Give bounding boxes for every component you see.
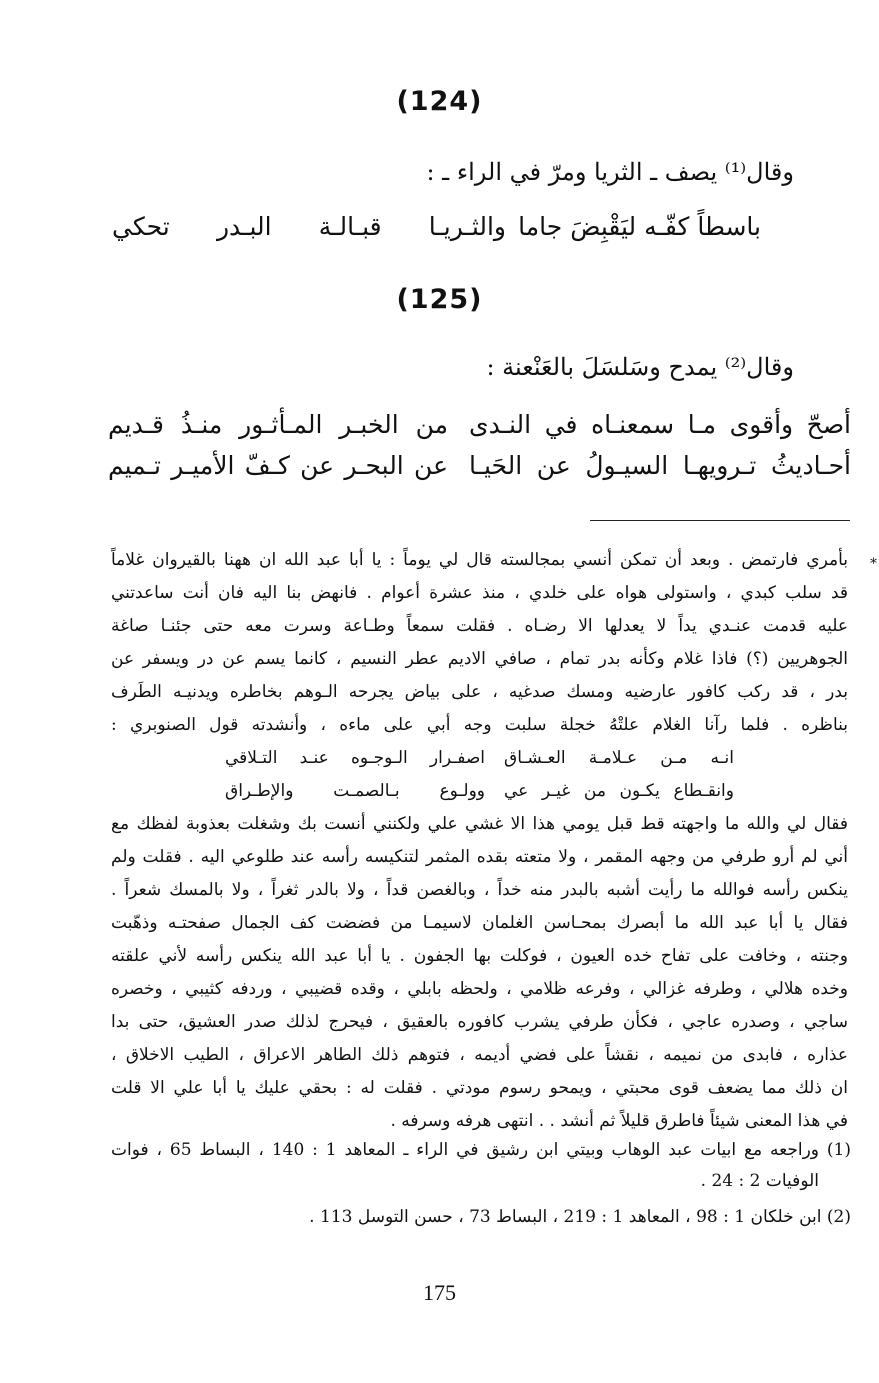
commentary-line: ينكس رأسه فوالله ما رأيت أشبه بالبدر منه خداً ، وبالغصن قداً ، ولا بالدر ثغراً ، ولا بالمسك شعراً .: [111, 880, 848, 900]
poem-number-124: (124): [396, 86, 483, 117]
commentary-line: عذاره ، فابدى من نميمه ، نقشاً على فضي أديمه ، فتوهم ذلك الطاهر الاعراق ، الطيب الاخلاق ،: [111, 1045, 848, 1065]
commentary-line: أني لم أرو طرفي من وجهه المقمر ، ولا متعته بقده المثمر لتنكيسه رأسه عند طلوعي اليه . فقلت ولم: [111, 847, 848, 867]
commentary-line: بدر ، قد ركب كافور عارضيه ومسك صدغيه ، على بياض يجرحه الـوهم بخاطره ويدنيـه الطَرف: [111, 682, 848, 702]
commentary-line: وخده هلالي ، وطرفه غزالي ، وفرعه ظلامي ، ولحظه بابلي ، وقده قضيبي ، وردفه كثيبي ، وخصره: [111, 979, 848, 999]
commentary-line: بأمري فارتمض . وبعد أن تمكن أنسي بمجالسته قال لي يوماً : يا أبا عبد الله ان ههنا بالقيروان غلاماً: [111, 550, 848, 570]
commentary-line: قد سلب كبدي ، واستولى هواه على خلدي ، منذ عشرة أعوام . فانهض بنا اليه فان أنت ساعدتني: [111, 583, 848, 603]
commentary-line: ان ذلك مما يضعف قوى محبتي ، ويمحو رسوم مودتي . فقلت له : بحقي عليك يا أبا علي الا قلت: [111, 1078, 848, 1098]
commentary-line: الجوهريين (؟) فاذا غلام وكأنه بدر تمام ، صافي الاديم عطر النسيم ، كانما يسم عن در ويسفر عن: [111, 649, 848, 669]
commentary-line: فقال يا أبا عبد الله ما أبصرك بمحـاسن الغلمان لاسيمـا من فضضت كف الجمال صفحتـه وذهّبت: [111, 913, 848, 933]
poem-124-second-hemistich: باسطاً كفّـه ليَقْبِضَ جاما: [518, 212, 761, 241]
footnote-separator: [590, 520, 850, 521]
poem-125-verse-1-second: من الخبـر المـأثـور منـذُ قـديم: [108, 410, 448, 439]
commentary-line: بناظره . فلما رآنا الغلام علتْهُ خجلة سلبت وجه أبي على ماءه ، وأنشدته قول الصنوبري :: [111, 715, 848, 735]
poem-number-125: (125): [396, 284, 483, 315]
commentary-line: في هذا المعنى شيئاً فاطرق قليلاً ثم أنشد . . انتهى هرفه وسرفه .: [390, 1111, 848, 1131]
footnote-1-line-1: (1) وراجعه مع ابيات عبد الوهاب وبيتي ابن رشيق في الراء ـ المعاهد 1 : 140 ، البساط 65 ، فوات: [111, 1140, 851, 1160]
commentary-line: عليه قدمت عنـدي يداً لا يعدلها الا رضـاه . فقلت سمعاً وطـاعة وسرت معه حتى جئنـا صاغة: [111, 616, 848, 636]
commentary-line: وجنته ، وخافت على تفاح خده العيون ، فوكلت بها الجفون . يا أبا عبد الله ينكس رأسه لأني علقته: [111, 946, 848, 966]
commentary-line: ساجي ، وصدره عاجي ، فكأن طرفي يشرب كافوره بالعقيق ، فيحرج لذلك صدر العشيق، حتى بدا: [111, 1012, 848, 1032]
poem-124-first-hemistich: والثـريـا قبـالـة البـدر تحكي: [112, 212, 506, 241]
poem-125-verse-2-first: أحـاديثُ تـرويهـا السيـولُ عن الحَيـا: [469, 451, 851, 480]
inner-verse-2-second: وولـوع بـالصمـت والإطـراق: [225, 781, 485, 801]
footnote-1-line-2: الوفيات 2 : 24 .: [700, 1171, 819, 1191]
inner-verse-2-first: وانقـطاع يكـون من غيـر عي: [504, 781, 734, 801]
poem-124-intro: وقال⁽¹⁾ يصف ـ الثريا ومرّ في الراء ـ :: [426, 158, 794, 186]
inner-verse-1-second: اصفـرار الـوجـوه عنـد التـلاقي: [225, 748, 485, 768]
commentary-line: فقال لي والله ما واجهته قط قبل يومي هذا الا غشي علي ولكنني أنست بك وشغلت بعذوبة لفظك مع: [111, 814, 848, 834]
poem-125-verse-1-first: أصحّ وأقوى مـا سمعنـاه في النـدى: [469, 410, 851, 439]
poem-125-verse-2-second: عن البحـر عن كـفّ الأميـر تـميم: [108, 451, 448, 480]
footnote-2: (2) ابن خلكان 1 : 98 ، المعاهد 1 : 219 ، البساط 73 ، حسن التوسل 113 .: [309, 1207, 851, 1227]
poem-125-intro: وقال⁽²⁾ يمدح وسَلسَلَ بالعَنْعنة :: [486, 353, 794, 381]
inner-verse-1-first: انـه مـن عـلامـة العـشـاق: [504, 748, 734, 768]
page-number: 175: [423, 1280, 456, 1305]
margin-mark: *: [870, 556, 877, 572]
